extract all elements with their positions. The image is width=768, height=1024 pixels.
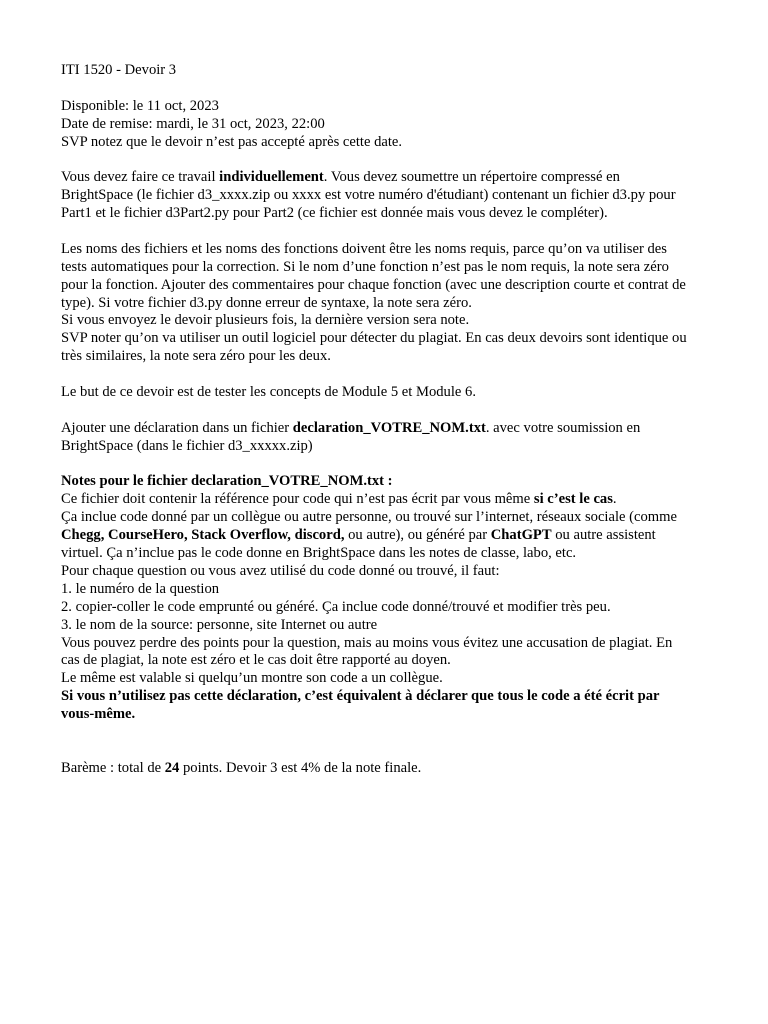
rules-line-2: tests automatiques pour la correction. Si le nom d’une fonction n’est pas le nom requis, la note sera zéro xyxy=(61,258,669,275)
work-paragraph-line-1: Vous devez faire ce travail individuellement. Vous devez soumettre un répertoire compressé en xyxy=(61,169,620,186)
notes-list-item-2: 2. copier-coller le code emprunté ou généré. Ça inclue code donné/trouvé et modifier très peu. xyxy=(61,598,611,615)
due-date: Date de remise: mardi, le 31 oct, 2023, 22:00 xyxy=(61,115,325,132)
emphasis-individually: individuellement xyxy=(219,169,324,186)
work-paragraph-line-2: BrightSpace (le fichier d3_xxxx.zip ou xxxx est votre numéro d'étudiant) contenant un fichier d3.py pour xyxy=(61,187,676,204)
document-page xyxy=(61,62,741,778)
declaration-line-1: Ajouter une déclaration dans un fichier declaration_VOTRE_NOM.txt. avec votre soumission en xyxy=(61,419,641,436)
notes-list-item-3: 3. le nom de la source: personne, site Internet ou autre xyxy=(61,616,378,633)
notes-heading: Notes pour le fichier declaration_VOTRE_NOM.txt : xyxy=(61,473,393,490)
notes-line-2: Ça inclue code donné par un collègue ou autre personne, ou trouvé sur l’internet, réseaux sociale (comme xyxy=(61,509,677,526)
document-title: ITI 1520 - Devoir 3 xyxy=(61,62,177,78)
declaration-line-2: BrightSpace (dans le fichier d3_xxxxx.zip) xyxy=(61,437,313,454)
total-points: 24 xyxy=(164,759,180,776)
rules-line-7: très similaires, la note sera zéro pour les deux. xyxy=(61,348,331,365)
rules-line-3: pour la fonction. Ajouter des commentaires pour chaque fonction (avec une description courte et contrat de xyxy=(61,276,686,293)
notes-warning-line-2: vous-même. xyxy=(61,706,136,723)
notes-line-10: cas de plagiat, la note est zéro et le cas doit être rapporté au doyen. xyxy=(61,652,451,669)
declaration-filename: declaration_VOTRE_NOM.txt xyxy=(292,419,486,436)
notes-line-1: Ce fichier doit contenir la référence pour code qui n’est pas écrit par vous même si c’est le cas. xyxy=(61,491,617,508)
rules-line-5: Si vous envoyez le devoir plusieurs fois, la dernière version sera note. xyxy=(61,312,470,329)
notes-line-5: Pour chaque question ou vous avez utilisé du code donné ou trouvé, il faut: xyxy=(61,562,500,579)
notes-warning-line-1: Si vous n’utilisez pas cette déclaration, c’est équivalent à déclarer que tous le code a été écrit par xyxy=(61,688,660,705)
notes-line-11: Le même est valable si quelqu’un montre son code a un collègue. xyxy=(61,670,443,687)
late-policy: SVP notez que le devoir n’est pas accepté après cette date. xyxy=(61,133,403,150)
rules-line-6: SVP noter qu’on va utiliser un outil logiciel pour détecter du plagiat. En cas deux devoirs sont identique ou xyxy=(61,330,687,347)
rules-line-4: type). Si votre fichier d3.py donne erreur de syntaxe, la note sera zéro. xyxy=(61,294,472,311)
notes-list-item-1: 1. le numéro de la question xyxy=(61,580,220,597)
notes-line-4: virtuel. Ça n’inclue pas le code donne en BrightSpace dans les notes de classe, labo, etc. xyxy=(61,545,577,562)
goal-paragraph: Le but de ce devoir est de tester les concepts de Module 5 et Module 6. xyxy=(61,384,476,401)
work-paragraph-line-3: Part1 et le fichier d3Part2.py pour Part2 (ce fichier est donnée mais vous devez le compléter). xyxy=(61,205,608,222)
notes-line-3: Chegg, CourseHero, Stack Overflow, discord, ou autre), ou généré par ChatGPT ou autre assistent xyxy=(61,527,656,544)
grading-line: Barème : total de 24 points. Devoir 3 est 4% de la note finale. xyxy=(61,759,422,776)
availability-date: Disponible: le 11 oct, 2023 xyxy=(61,97,219,114)
notes-line-9: Vous pouvez perdre des points pour la question, mais au moins vous évitez une accusation de plagiat. En xyxy=(61,634,673,651)
rules-line-1: Les noms des fichiers et les noms des fonctions doivent être les noms requis, parce qu’on va utiliser des xyxy=(61,240,667,257)
